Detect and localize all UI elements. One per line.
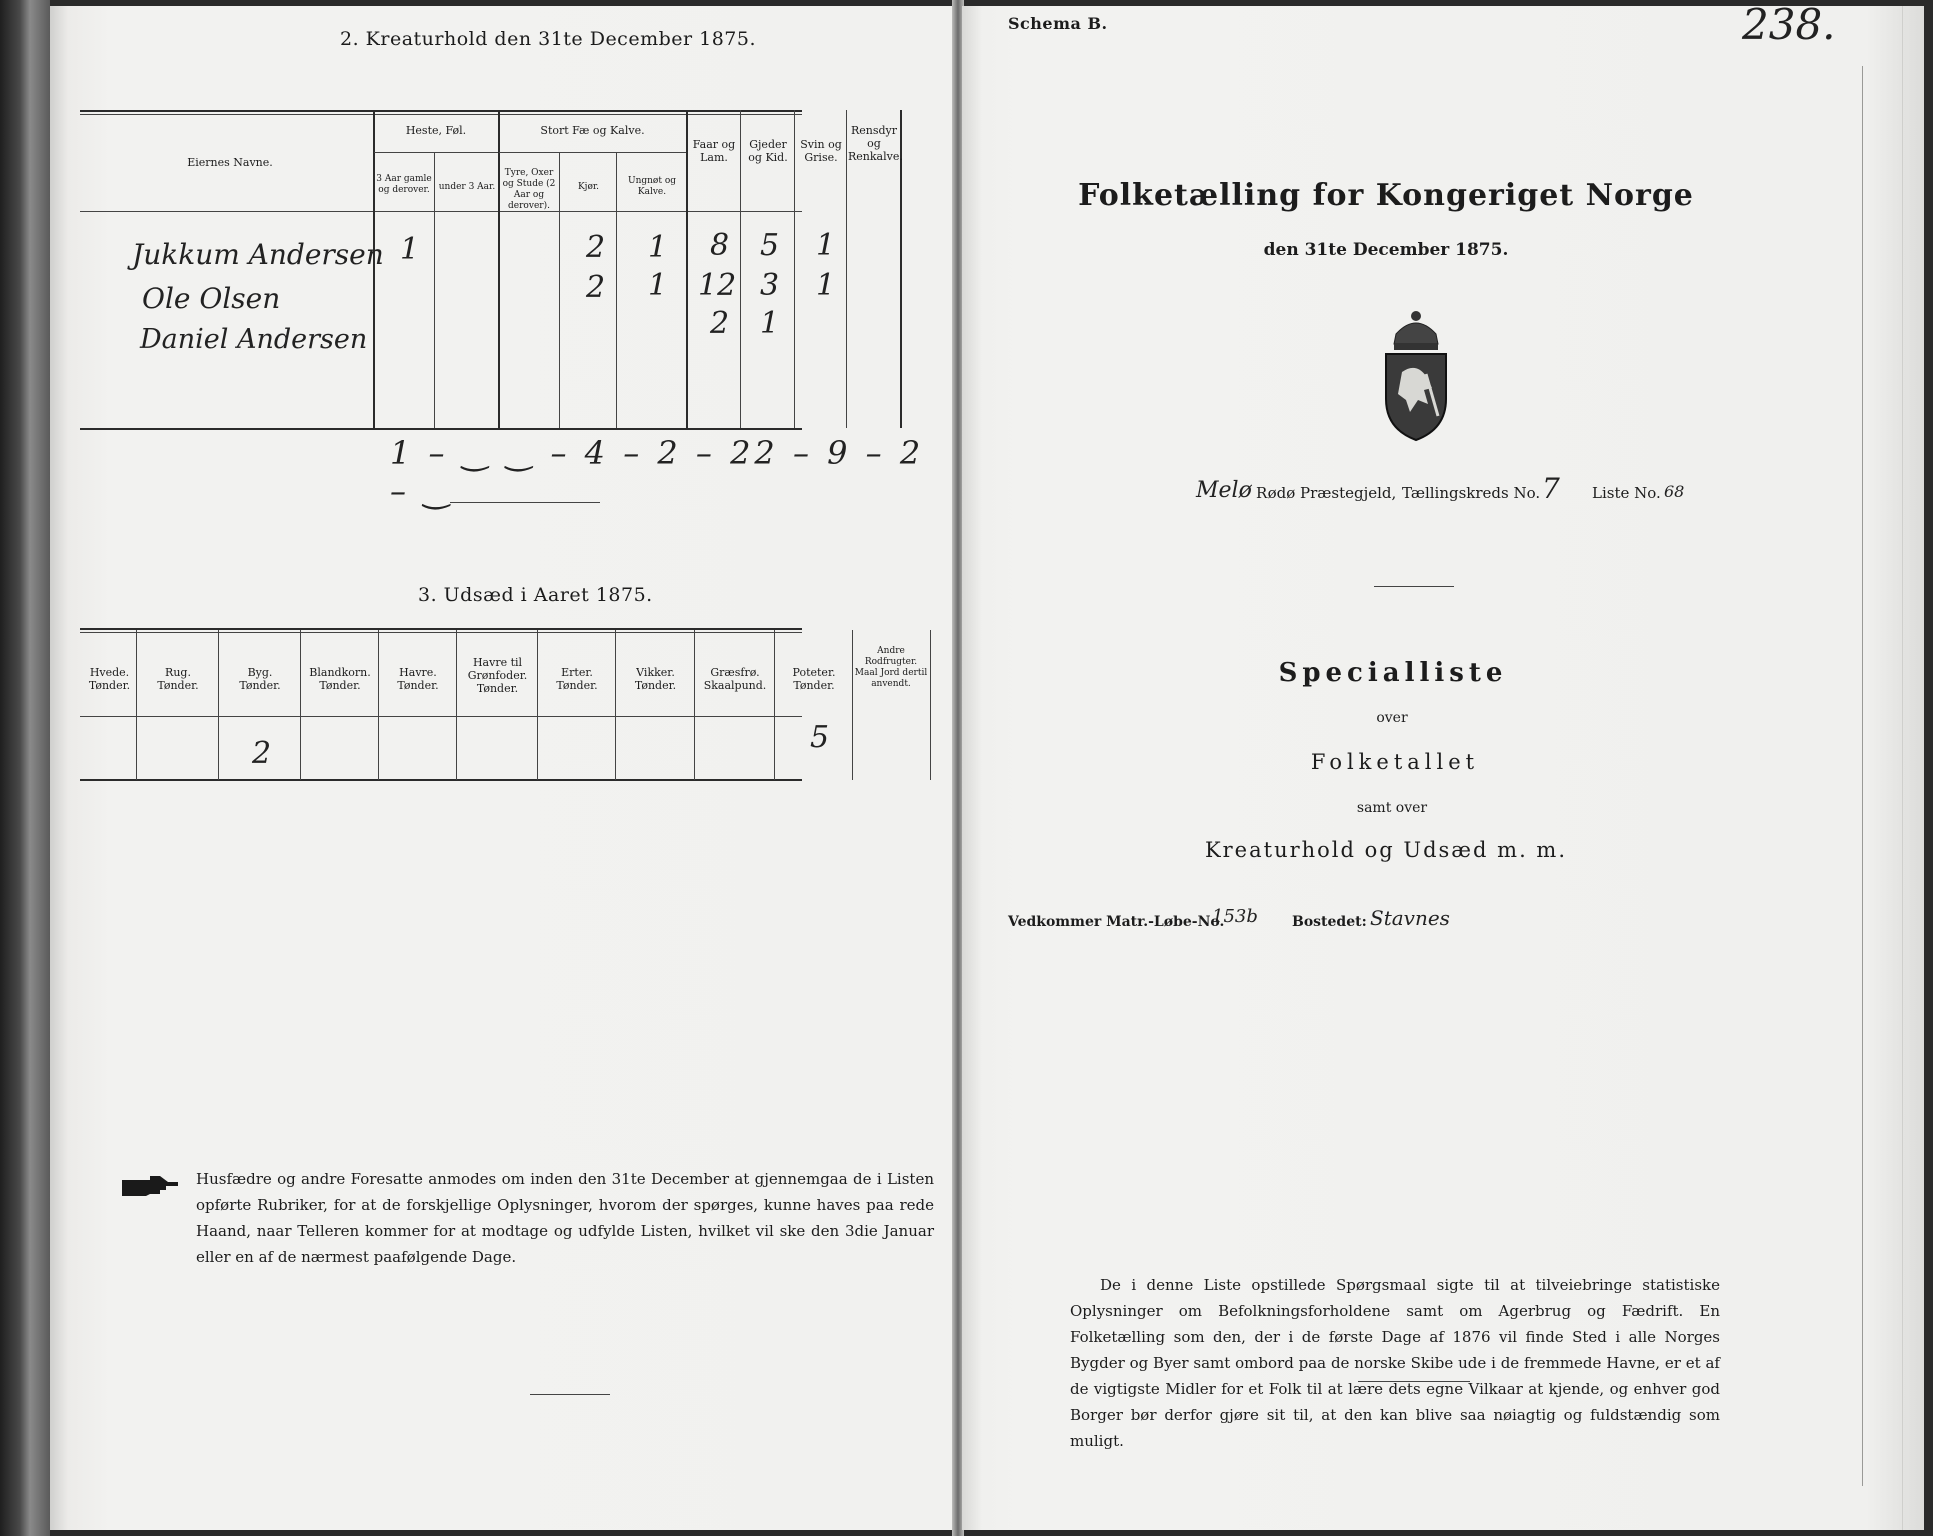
header-gjeder: Gjeder og Kid.	[748, 138, 788, 164]
kjor-value: 2	[586, 270, 606, 305]
poteter-value: 5	[810, 720, 830, 755]
header-names: Eiernes Navne.	[187, 156, 273, 169]
gjeder-value: 5	[760, 228, 780, 263]
col-havre-gronfoder: Havre til Grønfoder. Tønder.	[467, 656, 528, 695]
gjeder-value: 1	[760, 306, 780, 341]
totals-row: 1 – ‿ ‿ – 4 – 2 – 22 – 9 – 2 – ‿	[390, 434, 925, 510]
header-svin: Svin og Grise.	[800, 138, 842, 164]
byg-value: 2	[252, 736, 272, 771]
section2-title: 2. Kreaturhold den 31te December 1875.	[340, 28, 757, 50]
header-fae-b: Kjør.	[577, 182, 600, 192]
title-date: den 31te December 1875.	[1263, 240, 1509, 260]
info-paragraph: De i denne Liste opstillede Spørgsmaal sigte til at tilveiebringe statistiske Oplysninger om Befolkningsforholdene samt om Agerbrug og Fædrift. En Folketælling som den, der i de første Dage af 1876 vil finde Sted i alle Norges Bygder og Byer samt ombord paa de norske Skibe ude i de fremmede Havne, er et af de vigtigste Midler for et Folk til at lære dets egne Vilkaar at kjende, og enhver god Borger bør derfor gjøre sit til, at den kan blive saa nøiagtig og fuldstændig som muligt.	[1070, 1276, 1720, 1450]
owner-name: Jukkum Andersen	[132, 238, 384, 271]
pointing-hand-icon	[120, 1170, 180, 1200]
book-binding-left	[0, 0, 50, 1536]
samt-over-text: samt over	[1356, 800, 1428, 816]
header-heste-a: 3 Aar gamle og derover.	[376, 174, 432, 195]
matr-value: 153b	[1212, 906, 1258, 927]
over-text: over	[1376, 710, 1408, 726]
col-erter: Erter. Tønder.	[556, 666, 598, 692]
gjeder-value: 3	[760, 268, 780, 303]
header-stort-fae: Stort Fæ og Kalve.	[540, 124, 645, 137]
faar-value: 12	[698, 268, 737, 303]
col-vikker: Vikker. Tønder.	[634, 666, 677, 692]
left-page	[50, 6, 955, 1530]
prestegjeld-printed: Rødø Præstegjeld,	[1256, 484, 1397, 502]
norway-coat-of-arms-icon	[1366, 304, 1466, 444]
ungnot-value: 1	[648, 230, 668, 265]
main-title: Folketælling for Kongeriget Norge	[1078, 178, 1694, 213]
header-fae-a: Tyre, Oxer og Stude (2 Aar og derover).	[502, 168, 556, 211]
col-hvede: Hvede. Tønder.	[88, 666, 131, 692]
liste-value: 68	[1664, 482, 1685, 501]
section3-title: 3. Udsæd i Aaret 1875.	[418, 584, 653, 606]
svin-value: 1	[816, 268, 836, 303]
page-number: 238.	[1742, 0, 1836, 49]
faar-value: 8	[710, 228, 730, 263]
ungnot-value: 1	[648, 268, 668, 303]
col-havre: Havre. Tønder.	[397, 666, 439, 692]
owner-name: Ole Olsen	[142, 282, 281, 315]
kreds-value: 7	[1542, 472, 1560, 505]
col-poteter: Poteter. Tønder.	[792, 666, 836, 692]
header-heste: Heste, Føl.	[405, 124, 467, 137]
heste-a-value: 1	[400, 232, 420, 267]
right-page	[962, 0, 1924, 1530]
col-rug: Rug. Tønder.	[157, 666, 199, 692]
header-rensdyr: Rensdyr og Renkalve.	[848, 124, 903, 163]
matr-label: Vedkommer Matr.-Løbe-No.	[1008, 914, 1225, 930]
folketallet-text: Folketallet	[1310, 750, 1480, 774]
header-heste-b: under 3 Aar.	[438, 182, 496, 192]
kreaturhold-udsaed-text: Kreaturhold og Udsæd m. m.	[1204, 838, 1568, 862]
col-andre-rodfrugter: Andre Rodfrugter. Maal Jord dertil anvendt.	[854, 646, 928, 689]
col-blandkorn: Blandkorn. Tønder.	[309, 666, 371, 692]
kjor-value: 2	[586, 230, 606, 265]
owner-name: Daniel Andersen	[140, 324, 368, 355]
prestegjeld-handwritten: Melø	[1196, 478, 1252, 503]
bosted-label: Bostedet:	[1292, 914, 1367, 930]
schema-label: Schema B.	[1008, 14, 1108, 33]
specialliste-title: Specialliste	[1278, 658, 1508, 688]
householder-note: Husfædre og andre Foresatte anmodes om inden den 31te December at gjennemgaa de i Listen opførte Rubriker, for at de forskjellige Oplysninger, hvorom der spørges, kunne haves paa rede Haand, naar Telleren kommer for at modtage og udfylde Listen, hvilket vil ske den 3die Januar eller en af de nærmest paafølgende Dage.	[196, 1170, 934, 1266]
header-faar: Faar og Lam.	[692, 138, 736, 164]
svin-value: 1	[816, 228, 836, 263]
liste-label: Liste No.	[1592, 484, 1661, 502]
faar-value: 2	[710, 306, 730, 341]
kreds-label: Tællingskreds No.	[1402, 484, 1541, 502]
col-graesfro: Græsfrø. Skaalpund.	[703, 666, 767, 692]
bosted-value: Stavnes	[1370, 906, 1450, 930]
col-byg: Byg. Tønder.	[239, 666, 281, 692]
header-fae-c: Ungnøt og Kalve.	[627, 176, 676, 197]
